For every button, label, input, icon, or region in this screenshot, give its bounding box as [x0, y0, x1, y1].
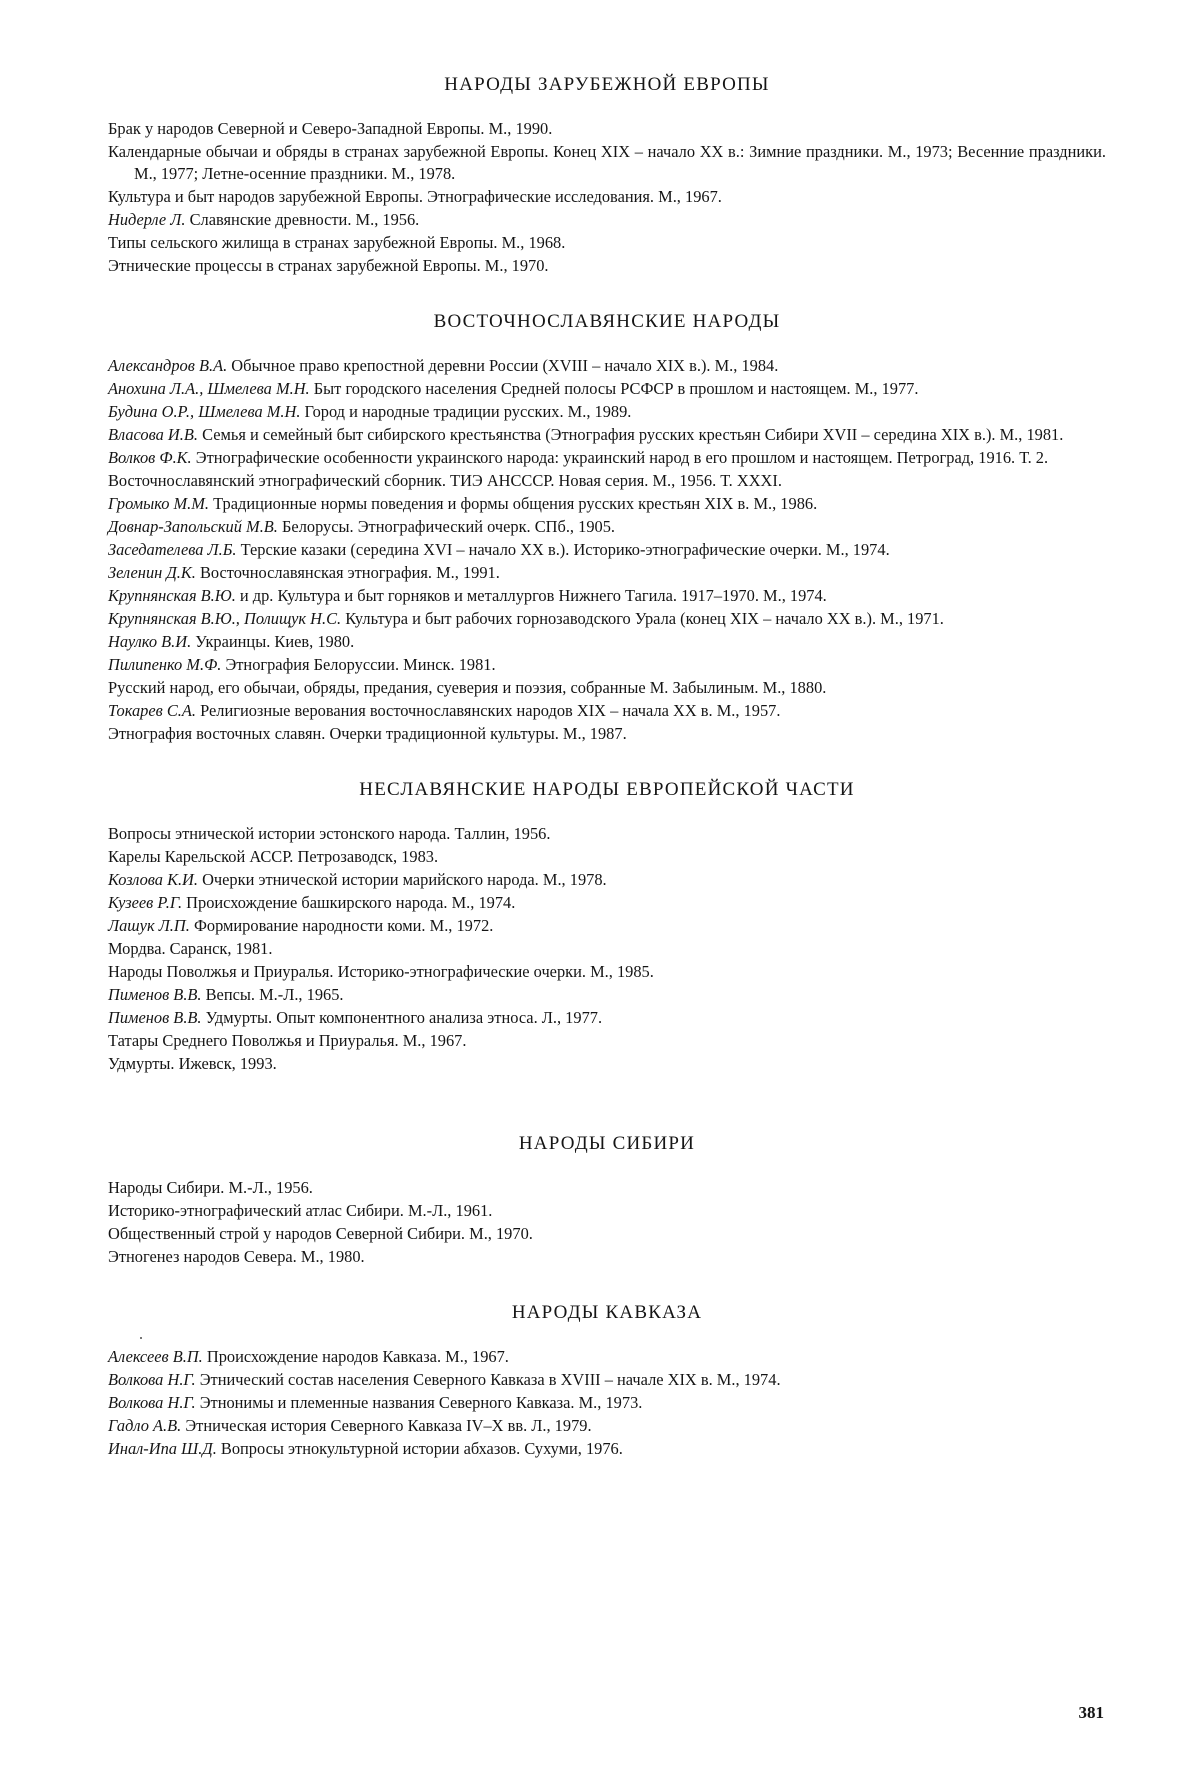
section-heading: ВОСТОЧНОСЛАВЯНСКИЕ НАРОДЫ [433, 311, 781, 332]
entry-author: Пименов В.В. [108, 1008, 202, 1027]
section-heading: НАРОДЫ СИБИРИ [518, 1133, 696, 1154]
entry-author: Зеленин Д.К. [108, 563, 196, 582]
entry-author: Власова И.В. [108, 425, 198, 444]
entry-text: Вопросы этнокультурной истории абхазов. Сухуми, 1976. [216, 1439, 623, 1458]
entry-text: Народы Поволжья и Приуралья. Историко-этнографические очерки. М., 1985. [108, 962, 654, 981]
entry-text: Этнический состав населения Северного Кавказа в XVIII – начале XIX в. М., 1974. [195, 1370, 781, 1389]
entry-author: Александров В.А. [108, 356, 228, 375]
bibliography-entry [108, 447, 1106, 469]
entry-author: Будина О.Р., Шмелева М.Н. [108, 402, 301, 421]
entry-text: Этнические процессы в странах зарубежной Европы. М., 1970. [108, 256, 549, 275]
entry-author: Алексеев В.П. [108, 1347, 203, 1366]
entry-text: Вопросы этнической истории эстонского народа. Таллин, 1956. [108, 824, 551, 843]
entry-text: Очерки этнической истории марийского народа. М., 1978. [197, 870, 607, 889]
bibliography-section [108, 1133, 1106, 1268]
bibliography-entry [108, 1369, 1106, 1391]
entry-author: Громыко М.М. [108, 494, 210, 513]
entry-text: Карелы Карельской АССР. Петрозаводск, 1983. [108, 847, 439, 866]
scan-speck [140, 1337, 142, 1339]
bibliography-section [108, 311, 1106, 745]
bibliography-entry [108, 631, 1106, 653]
entry-text: Город и народные традиции русских. М., 1989. [300, 402, 632, 421]
entry-text: Культура и быт рабочих горнозаводского Урала (конец XIX – начало XX в.). М., 1971. [341, 609, 944, 628]
entry-text: Славянские древности. М., 1956. [185, 210, 420, 229]
entry-text: Происхождение башкирского народа. М., 1974. [182, 893, 516, 912]
bibliography-entry [108, 493, 1106, 515]
bibliography-entry [108, 1392, 1106, 1414]
bibliography-entry [108, 869, 1106, 891]
entry-text: Татары Среднего Поволжья и Приуралья. М., 1967. [108, 1031, 467, 1050]
bibliography-entry [108, 232, 1106, 254]
entry-text: Религиозные верования восточнославянских народов XIX – начала XX в. М., 1957. [196, 701, 781, 720]
bibliography-entry [108, 562, 1106, 584]
bibliography-entry [108, 700, 1106, 722]
entry-text: Календарные обычаи и обряды в странах зарубежной Европы. Конец XIX – начало XX в.: Зимние праздники. М., 1973; Весенние праздники. М., 1977; Летне-осенние праздники. М., 1978. [108, 142, 1106, 183]
bibliography-entry [108, 424, 1106, 446]
entry-text: Быт городского населения Средней полосы РСФСР в прошлом и настоящем. М., 1977. [309, 379, 919, 398]
entry-text: Народы Сибири. М.-Л., 1956. [108, 1178, 313, 1197]
entry-text: Этнография восточных славян. Очерки традиционной культуры. М., 1987. [108, 724, 627, 743]
entry-author: Наулко В.И. [108, 632, 192, 651]
bibliography-section [108, 779, 1106, 1075]
bibliography-entry [108, 1223, 1106, 1245]
bibliography-entry [108, 516, 1106, 538]
bibliography-entry [108, 938, 1106, 960]
entry-author: Волкова Н.Г. [108, 1393, 196, 1412]
bibliography-entry [108, 654, 1106, 676]
entry-author: Анохина Л.А., Шмелева М.Н. [108, 379, 310, 398]
entry-text: и др. Культура и быт горняков и металлургов Нижнего Тагила. 1917–1970. М., 1974. [235, 586, 827, 605]
bibliography-sections [108, 74, 1106, 1460]
section-heading: НАРОДЫ КАВКАЗА [511, 1302, 703, 1323]
entry-author: Пилипенко М.Ф. [108, 655, 222, 674]
entry-text: Удмурты. Опыт компонентного анализа этноса. Л., 1977. [201, 1008, 603, 1027]
entry-author: Гадло А.В. [108, 1416, 182, 1435]
bibliography-entry [108, 1177, 1106, 1199]
entry-author: Козлова К.И. [108, 870, 198, 889]
bibliography-page [108, 74, 1106, 1494]
entry-text: Этническая история Северного Кавказа IV–X вв. Л., 1979. [181, 1416, 592, 1435]
entry-text: Семья и семейный быт сибирского крестьянства (Этнография русских крестьян Сибири XVII – середина XIX в.). М., 1981. [197, 425, 1064, 444]
bibliography-entry [108, 846, 1106, 868]
bibliography-entry [108, 961, 1106, 983]
bibliography-entry [108, 915, 1106, 937]
bibliography-entry [108, 1246, 1106, 1268]
bibliography-entry [108, 209, 1106, 231]
entry-text: Восточнославянский этнографический сборник. ТИЭ АНСССР. Новая серия. М., 1956. Т. XXXI. [108, 471, 782, 490]
entry-text: Культура и быт народов зарубежной Европы. Этнографические исследования. М., 1967. [108, 187, 722, 206]
bibliography-entry [108, 255, 1106, 277]
bibliography-entry [108, 401, 1106, 423]
entry-text: Белорусы. Этнографический очерк. СПб., 1905. [277, 517, 616, 536]
entry-text: Этногенез народов Севера. М., 1980. [108, 1247, 365, 1266]
bibliography-entry [108, 186, 1106, 208]
entry-author: Токарев С.А. [108, 701, 196, 720]
entry-author: Крупнянская В.Ю. [108, 586, 236, 605]
bibliography-entry [108, 378, 1106, 400]
section-heading: НАРОДЫ ЗАРУБЕЖНОЙ ЕВРОПЫ [444, 74, 770, 95]
entry-text: Происхождение народов Кавказа. М., 1967. [202, 1347, 509, 1366]
bibliography-entry [108, 141, 1106, 185]
bibliography-entry [108, 1200, 1106, 1222]
bibliography-entry [108, 1030, 1106, 1052]
entry-author: Заседателева Л.Б. [108, 540, 237, 559]
entry-text: Этнография Белоруссии. Минск. 1981. [221, 655, 496, 674]
entry-text: Историко-этнографический атлас Сибири. М.-Л., 1961. [108, 1201, 493, 1220]
bibliography-entry [108, 1007, 1106, 1029]
bibliography-entry [108, 892, 1106, 914]
entry-text: Украинцы. Киев, 1980. [191, 632, 355, 651]
entry-text: Мордва. Саранск, 1981. [108, 939, 273, 958]
entry-text: Формирование народности коми. М., 1972. [189, 916, 494, 935]
entry-text: Этнонимы и племенные названия Северного Кавказа. М., 1973. [195, 1393, 643, 1412]
entry-author: Пименов В.В. [108, 985, 202, 1004]
entry-author: Крупнянская В.Ю., Полищук Н.С. [108, 609, 342, 628]
entry-author: Волкова Н.Г. [108, 1370, 196, 1389]
bibliography-entry [108, 984, 1106, 1006]
entry-text: Типы сельского жилища в странах зарубежной Европы. М., 1968. [108, 233, 566, 252]
entry-author: Волков Ф.К. [108, 448, 192, 467]
page-number: 381 [1078, 1703, 1104, 1722]
entry-text: Традиционные нормы поведения и формы общения русских крестьян XIX в. М., 1986. [209, 494, 818, 513]
bibliography-entry [108, 723, 1106, 745]
entry-text: Русский народ, его обычаи, обряды, предания, суеверия и поэзия, собранные М. Забылиным. М., 1880. [108, 678, 827, 697]
bibliography-entry [108, 585, 1106, 607]
entry-author: Нидерле Л. [108, 210, 186, 229]
bibliography-entry [108, 118, 1106, 140]
bibliography-section [108, 74, 1106, 277]
bibliography-entry [108, 1438, 1106, 1460]
entry-text: Вепсы. М.-Л., 1965. [201, 985, 344, 1004]
bibliography-entry [108, 1346, 1106, 1368]
section-heading: НЕСЛАВЯНСКИЕ НАРОДЫ ЕВРОПЕЙСКОЙ ЧАСТИ [359, 779, 855, 800]
bibliography-section [108, 1302, 1106, 1460]
entry-author: Инал-Ипа Ш.Д. [108, 1439, 217, 1458]
entry-text: Обычное право крепостной деревни России (XVIII – начало XIX в.). М., 1984. [227, 356, 779, 375]
entry-text: Восточнославянская этнография. М., 1991. [195, 563, 500, 582]
bibliography-entry [108, 539, 1106, 561]
bibliography-entry [108, 608, 1106, 630]
entry-author: Лашук Л.П. [108, 916, 190, 935]
entry-author: Кузеев Р.Г. [108, 893, 183, 912]
bibliography-entry [108, 1053, 1106, 1075]
bibliography-entry [108, 355, 1106, 377]
entry-author: Довнар-Запольский М.В. [108, 517, 278, 536]
bibliography-entry [108, 823, 1106, 845]
bibliography-entry [108, 1415, 1106, 1437]
entry-text: Брак у народов Северной и Северо-Западной Европы. М., 1990. [108, 119, 553, 138]
entry-text: Этнографические особенности украинского народа: украинский народ в его прошлом и настоящем. Петроград, 1916. Т. 2. [191, 448, 1049, 467]
entry-text: Терские казаки (середина XVI – начало XX в.). Историко-этнографические очерки. М., 1974. [236, 540, 890, 559]
entry-text: Общественный строй у народов Северной Сибири. М., 1970. [108, 1224, 533, 1243]
entry-text: Удмурты. Ижевск, 1993. [108, 1054, 277, 1073]
bibliography-entry [108, 470, 1106, 492]
bibliography-entry [108, 677, 1106, 699]
